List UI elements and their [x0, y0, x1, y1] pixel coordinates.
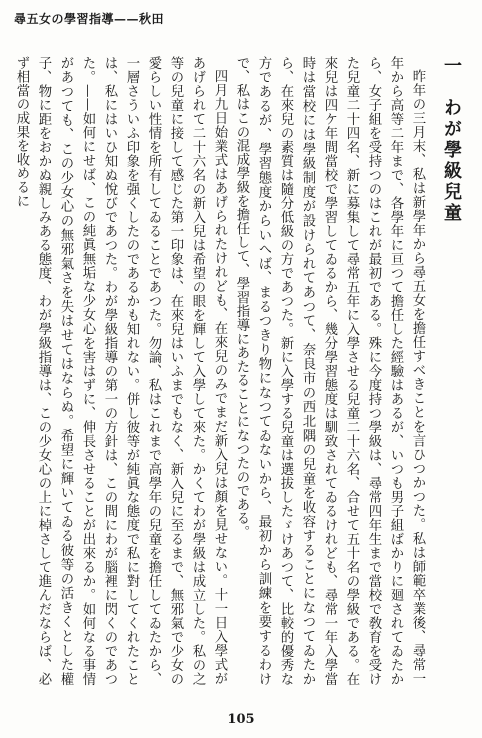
page-number: 105: [227, 712, 255, 727]
paragraph-1: 昨年の三月末、私は新學年から尋五女を擔任すべきことを言ひつかつた。私は師範卒業後、尋常一年から高等二年まで、各學年に亘つて擔任した經驗はあるが、いつも男子組ばかりに廻されてゐたから、女子組を受持つのはこれが最初である。殊に今度持つ學級は、尋常四年生まで當校で敎育を受けた兒童二十四名、新に募集して尋常五年に入學させる兒童二十六名、合せて五十名の學級である。在來兒は四ケ年間當校で學習してゐるから、幾分學習態度は馴致されてゐるけれども、尋常一年入學當時は當校には學級制度が設けられてあつて、奈良市の西北隅の兒童を收容することになつてゐたから、在來兒の素質は隨分低級の方であつた。新に入學する兒童は選拔したゞけあつて、比較的優秀な方であるが、學習態度からいへば、まるつきり物になつてゐないから、最初から訓練を要するわけで、私はこの混成學級を擔任して、學習指導にあたることになつたのである。: [234, 56, 425, 686]
paragraph-2: 四月九日始業式はあげられたけれども、在來兒のみでまだ新入兒は顏を見せない。十一日入學式があげられて二十六名の新入兒は希望の眼を輝して入學して來た。かくてわが學級は成立した。私の之等の兒童に接して感じた第一印象は、在來兒はいふまでもなく、新入兒に至るまで、無邪氣で少女の愛らしい性情を所有してゐることであつた。勿論、私はこれまで高學年の兒童を擔任してゐたから、一層さういふ印象を强くしたのであるかも知れない。併し彼等が純眞な態度で私に對してくれたことは、私にはいひ知ぬ悅びであつた。わが學級指導の第一の方針は、この間にわが腦裡に閃くのであつた。——如何にせば、この純眞無垢な少女心を害はずに、伸長させることが出來るか。如何なる事情があつても、この少女心の無邪氣さを失はせてはならぬ。希望に輝いてゐる彼等の活きくとした權子、物に距をおかぬ親しみある態度、わが學級指導は、この少女心の上に棹さして進んだならば、必ず相當の成果を收めるに: [14, 56, 227, 686]
section-heading: 一 わが學級兒童: [441, 56, 462, 224]
running-head: 尋五女の學習指導——秋田: [14, 12, 165, 26]
vertical-body-text: [10, 56, 462, 686]
